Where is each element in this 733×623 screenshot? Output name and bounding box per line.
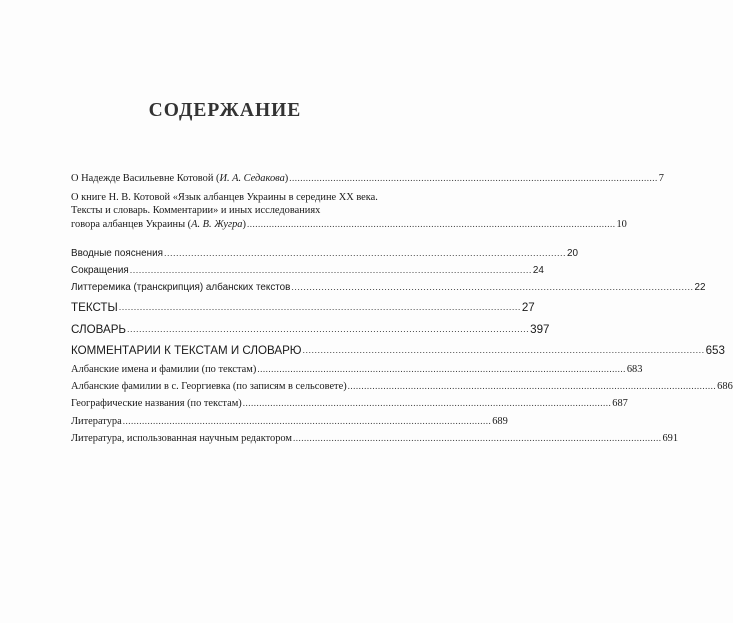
toc-entry[interactable] xyxy=(71,172,664,185)
toc-leader-dots: ...................................................................................................................................... xyxy=(163,247,567,258)
toc-entry-text: СЛОВАРЬ xyxy=(71,322,127,336)
toc-page-number: 689 xyxy=(492,415,508,427)
toc-page-number: 686 xyxy=(717,381,733,393)
toc-leader-dots: ...................................................................................................................................... xyxy=(118,302,521,313)
toc-entry-text: КОММЕНТАРИИ К ТЕКСТАМ И СЛОВАРЮ xyxy=(71,343,302,357)
toc-entry[interactable] xyxy=(71,301,535,315)
toc-entry[interactable] xyxy=(71,247,578,260)
toc-page-number: 691 xyxy=(662,432,679,444)
toc-leader-dots: ...................................................................................................................................... xyxy=(129,265,532,276)
toc-entry-text: Албанские фамилии в с. Георгиевка (по записям в сельсовете) xyxy=(71,381,347,393)
page-title: СОДЕРЖАНИЕ xyxy=(148,100,302,121)
toc-page-number: 7 xyxy=(658,173,664,184)
toc-leader-dots: ...................................................................................................................................... xyxy=(242,398,612,409)
toc-entry-text: говора албанцев Украины ( xyxy=(71,218,192,230)
table-of-contents xyxy=(71,172,733,445)
toc-entry-text: Литтеремика (транскрипция) албанских текстов xyxy=(71,282,291,294)
toc-entry-line: О книге Н. В. Котовой «Язык албанцев Украины в середине XX века. xyxy=(71,192,378,204)
toc-entry[interactable] xyxy=(71,322,550,336)
toc-entry-text-after: ) xyxy=(242,218,246,230)
toc-entry-text: ТЕКСТЫ xyxy=(71,301,118,315)
toc-entry-text: Географические названия (по текстам) xyxy=(71,398,242,410)
toc-page-number: 653 xyxy=(705,343,725,357)
toc-entry-text: Вводные пояснения xyxy=(71,247,163,259)
toc-leader-dots: ...................................................................................................................................... xyxy=(302,344,705,355)
toc-entry[interactable] xyxy=(71,397,628,410)
toc-leader-dots: ...................................................................................................................................... xyxy=(127,323,530,334)
toc-page-number: 22 xyxy=(694,282,706,294)
toc-leader-dots: ...................................................................................................................................... xyxy=(289,173,658,183)
toc-page-number: 10 xyxy=(616,218,627,230)
toc-entry-author: А. В. Жугра xyxy=(191,218,243,230)
toc-entry-author: И. А. Седакова xyxy=(219,173,285,184)
toc-entry-text: Сокращения xyxy=(71,265,129,277)
toc-leader-dots: ...................................................................................................................................... xyxy=(347,381,717,392)
toc-entry[interactable] xyxy=(71,264,544,277)
toc-entry-text: Албанские имена и фамилии (по текстам) xyxy=(71,364,257,376)
toc-entry-text-after: ) xyxy=(284,173,289,184)
toc-page-number: 24 xyxy=(532,265,544,277)
toc-entry-line: Тексты и словарь. Комментарии» и иных исследованиях xyxy=(71,205,321,217)
toc-entry[interactable] xyxy=(71,380,733,393)
toc-entry-text: О Надежде Васильевне Котовой ( xyxy=(71,173,220,184)
toc-page-number: 683 xyxy=(626,364,643,376)
toc-page-number: 397 xyxy=(530,322,550,336)
toc-page-number: 20 xyxy=(567,247,578,259)
toc-entry[interactable] xyxy=(71,363,643,376)
toc-entry[interactable] xyxy=(71,281,706,294)
toc-entry[interactable] xyxy=(71,415,508,428)
toc-leader-dots: ...................................................................................................................................... xyxy=(122,415,492,426)
toc-page-number: 687 xyxy=(612,398,628,410)
toc-entry-text: Литература xyxy=(71,415,122,427)
toc-leader-dots: ...................................................................................................................................... xyxy=(291,282,694,293)
toc-leader-dots: ...................................................................................................................................... xyxy=(246,218,616,229)
toc-leader-dots: ...................................................................................................................................... xyxy=(257,364,626,375)
toc-entry[interactable] xyxy=(71,432,679,445)
toc-entry[interactable] xyxy=(71,343,725,357)
toc-page-number: 27 xyxy=(521,301,535,315)
toc-entry-text: Литература, использованная научным редактором xyxy=(71,432,292,444)
toc-entry[interactable] xyxy=(71,191,627,231)
toc-leader-dots: ...................................................................................................................................... xyxy=(292,432,662,443)
